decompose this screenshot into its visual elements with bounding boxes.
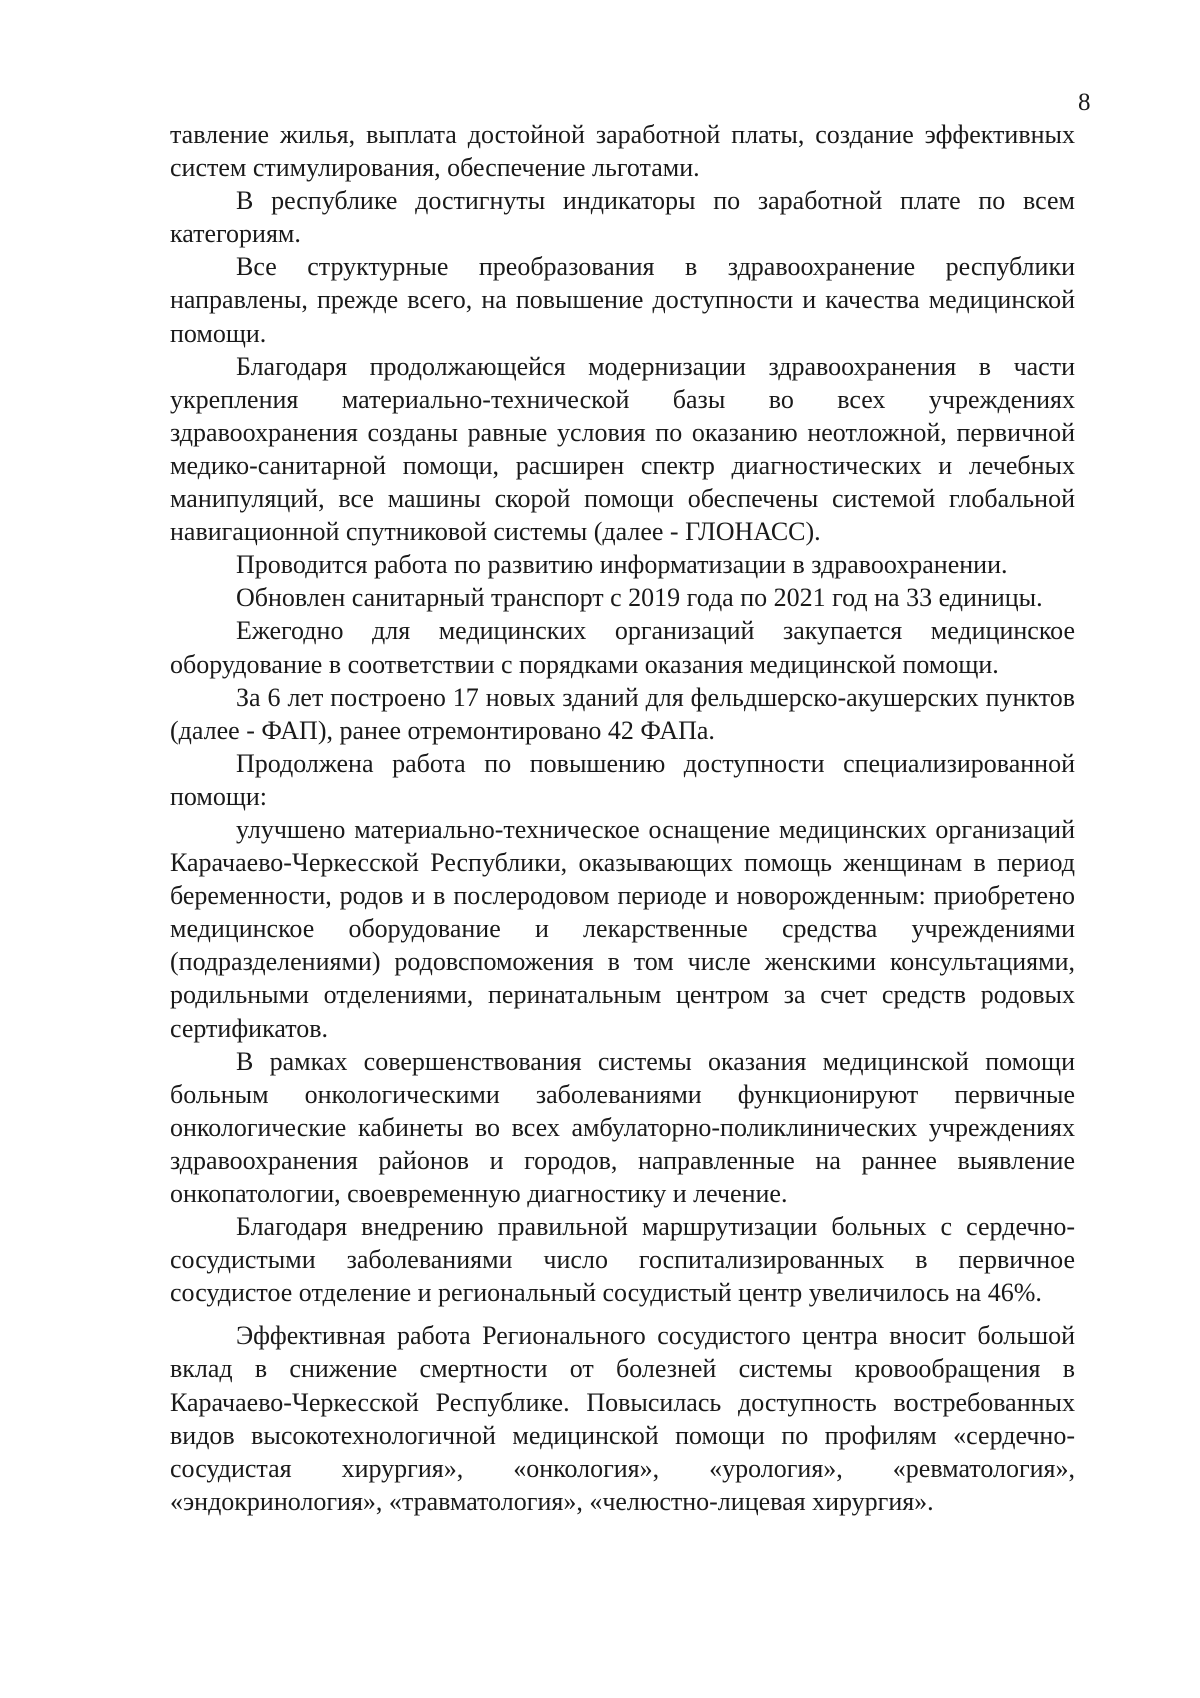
paragraph-housing-continuation: тавление жилья, выплата достойной заработной платы, создание эффективных систем стимулирования, обеспечение льготами. <box>170 120 1075 183</box>
paragraph-equipment-purchase: Ежегодно для медицинских организаций закупается медицинское оборудование в соответствии с порядками оказания медицинской помощи. <box>170 616 1075 679</box>
document-body <box>170 118 1075 1518</box>
paragraph-transport: Обновлен санитарный транспорт с 2019 года по 2021 год на 33 единицы. <box>236 583 1043 613</box>
paragraph-specialized-care: Продолжена работа по повышению доступности специализированной помощи: <box>170 748 1075 811</box>
paragraph-oncology: В рамках совершенствования системы оказания медицинской помощи больным онкологическими заболеваниями функционируют первичные онкологические кабинеты во всех амбулаторно-поликлинических учреждениях здравоохранения районов и городов, направленные на раннее выявление онкопатологии, своевременную диагностику и лечение. <box>170 1046 1075 1208</box>
paragraph-modernization: Благодаря продолжающейся модернизации здравоохранения в части укрепления материально-технической базы во всех учреждениях здравоохранения созданы равные условия по оказанию неотложной, первичной медико-санитарной помощи, расширен спектр диагностических и лечебных манипуляций, все машины скорой помощи обеспечены системой глобальной навигационной спутниковой системы (далее - ГЛОНАСС). <box>170 351 1075 547</box>
paragraph-maternity-equipment: улучшено материально-техническое оснащение медицинских организаций Карачаево-Черкесской Республики, оказывающих помощь женщинам в период беременности, родов и в послеродовом периоде и новорожденным: приобретено медицинское оборудование и лекарственные средства учреждениями (подразделениями) родовспоможения в том числе женскими консультациями, родильными отделениями, перинатальным центром за счет средств родовых сертификатов. <box>170 814 1075 1043</box>
page-number: 8 <box>1078 89 1091 116</box>
paragraph-salary-indicators: В республике достигнуты индикаторы по заработной плате по всем категориям. <box>170 186 1075 249</box>
paragraph-fap-buildings: За 6 лет построено 17 новых зданий для фельдшерско-акушерских пунктов (далее - ФАП), ранее отремонтировано 42 ФАПа. <box>170 682 1075 745</box>
paragraph-vascular-center: Эффективная работа Регионального сосудистого центра вносит большой вклад в снижение смертности от болезней системы кровообращения в Карачаево-Черкесской Республике. Повысилась доступность востребованных видов высокотехнологичной медицинской помощи по профилям «сердечно-сосудистая хирургия», «онкология», «урология», «ревматология», «эндокринология», «травматология», «челюстно-лицевая хирургия». <box>170 1321 1075 1516</box>
paragraph-structural-reforms: Все структурные преобразования в здравоохранение республики направлены, прежде всего, на повышение доступности и качества медицинской помощи. <box>170 252 1075 348</box>
paragraph-informatization: Проводится работа по развитию информатизации в здравоохранении. <box>236 550 1008 580</box>
paragraph-cardio-routing: Благодаря внедрению правильной маршрутизации больных с сердечно-сосудистыми заболеваниями число госпитализированных в первичное сосудистое отделение и региональный сосудистый центр увеличилось на 46%. <box>170 1212 1075 1308</box>
